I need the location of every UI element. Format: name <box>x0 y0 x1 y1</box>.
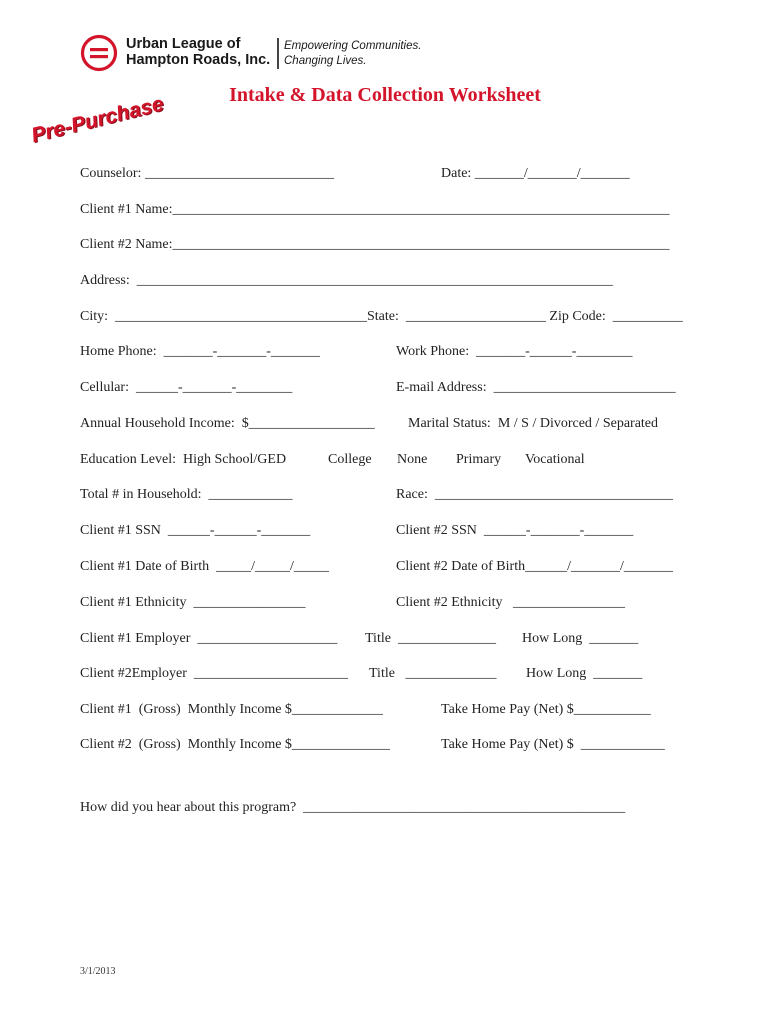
client1-gross-income-field[interactable]: Client #1 (Gross) Monthly Income $_____________ <box>80 702 383 717</box>
tagline <box>284 39 421 68</box>
address-field[interactable]: Address: ____________________________________________________________________ <box>80 273 613 288</box>
client1-title-field[interactable]: Title ______________ <box>365 631 496 646</box>
client2-dob-field[interactable]: Client #2 Date of Birth______/_______/_______ <box>396 559 673 574</box>
household-total-field[interactable]: Total # in Household: ____________ <box>80 487 293 502</box>
city-state-zip-field[interactable]: City: ____________________________________State: ____________________ Zip Code: __________ <box>80 309 683 324</box>
client2-ssn-field[interactable]: Client #2 SSN ______-_______-_______ <box>396 523 634 538</box>
page-title: Intake & Data Collection Worksheet <box>229 84 541 106</box>
client2-title-field[interactable]: Title _____________ <box>369 666 497 681</box>
marital-status-field[interactable]: Marital Status: M / S / Divorced / Separated <box>408 416 659 431</box>
organization-name <box>126 37 270 68</box>
email-field[interactable]: E-mail Address: __________________________ <box>396 380 676 395</box>
client1-ssn-field[interactable]: Client #1 SSN ______-______-_______ <box>80 523 311 538</box>
client2-employer-field[interactable]: Client #2Employer ______________________ <box>80 666 348 681</box>
client2-net-pay-field[interactable]: Take Home Pay (Net) $ ____________ <box>441 737 665 752</box>
home-phone-field[interactable]: Home Phone: _______-_______-_______ <box>80 344 320 359</box>
client1-howlong-field[interactable]: How Long _______ <box>522 631 639 646</box>
work-phone-field[interactable]: Work Phone: _______-______-________ <box>396 344 633 359</box>
tagline-line1: Empowering Communities. <box>284 40 422 52</box>
footer-date: 3/1/2013 <box>80 966 116 977</box>
referral-source-field[interactable]: How did you hear about this program? ______________________________________________ <box>80 800 626 815</box>
client2-howlong-field[interactable]: How Long _______ <box>526 666 643 681</box>
org-name-line1: Urban League of <box>126 36 241 52</box>
client1-employer-field[interactable]: Client #1 Employer ____________________ <box>80 631 338 646</box>
date-field[interactable]: Date: _______/_______/_______ <box>441 166 630 181</box>
pre-purchase-stamp: Pre-Purchase <box>29 92 166 148</box>
client1-name-field[interactable]: Client #1 Name:_______________________________________________________________________ <box>80 202 670 217</box>
client1-dob-field[interactable]: Client #1 Date of Birth _____/_____/_____ <box>80 559 329 574</box>
client2-gross-income-field[interactable]: Client #2 (Gross) Monthly Income $______________ <box>80 737 390 752</box>
client2-name-field[interactable]: Client #2 Name:_______________________________________________________________________ <box>80 237 670 252</box>
client2-ethnicity-field[interactable]: Client #2 Ethnicity ________________ <box>396 595 626 610</box>
race-field[interactable]: Race: __________________________________ <box>396 487 673 502</box>
logo-divider <box>277 38 279 69</box>
household-income-field[interactable]: Annual Household Income: $__________________ <box>80 416 375 431</box>
education-option-none[interactable]: None <box>397 452 428 467</box>
counselor-field[interactable]: Counselor: ___________________________ <box>80 166 334 181</box>
client1-net-pay-field[interactable]: Take Home Pay (Net) $___________ <box>441 702 651 717</box>
education-level-label: Education Level: High School/GED <box>80 452 287 467</box>
urban-league-equals-icon <box>80 34 118 72</box>
org-name-line2: Hampton Roads, Inc. <box>126 51 271 68</box>
cellular-field[interactable]: Cellular: ______-_______-________ <box>80 380 293 395</box>
education-option-college[interactable]: College <box>328 452 372 467</box>
tagline-line2: Changing Lives. <box>284 54 367 67</box>
education-option-primary[interactable]: Primary <box>456 452 502 467</box>
education-option-vocational[interactable]: Vocational <box>525 452 585 467</box>
client1-ethnicity-field[interactable]: Client #1 Ethnicity ________________ <box>80 595 306 610</box>
